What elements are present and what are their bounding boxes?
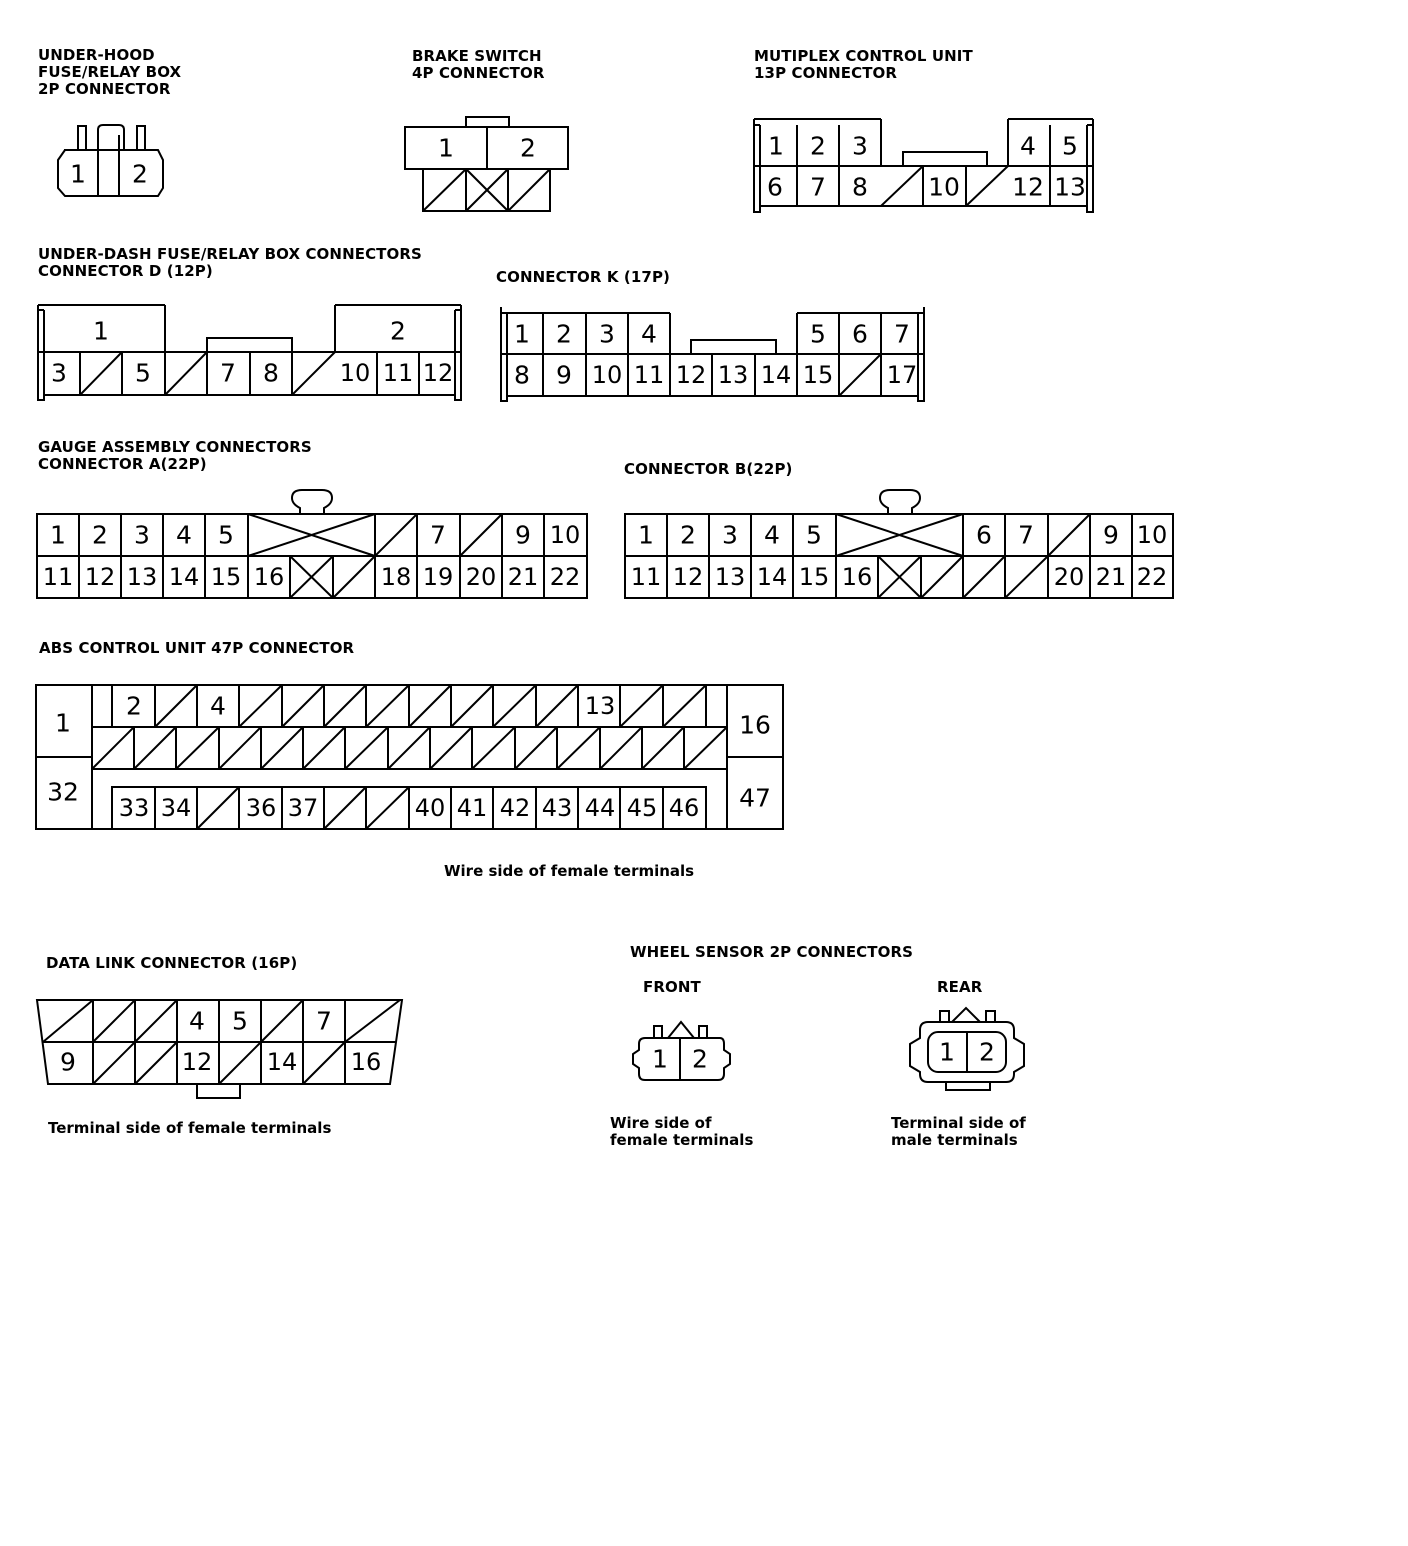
- conn-d-pin-1: 1: [93, 316, 109, 346]
- abs-pin-1: 1: [55, 708, 71, 738]
- mpcu-pin-12: 12: [1012, 172, 1044, 202]
- gauge-a-pin-14: 14: [168, 563, 200, 591]
- underdash-title: UNDER-DASH FUSE/RELAY BOX CONNECTORS CONNECTOR D (12P): [38, 245, 422, 280]
- mpcu-pin-3: 3: [852, 131, 868, 161]
- gauge-a-pin-1: 1: [50, 520, 66, 550]
- conn-k-pin-9: 9: [556, 360, 572, 390]
- multiplex-title: MUTIPLEX CONTROL UNIT 13P CONNECTOR: [754, 47, 973, 82]
- gauge-b-pin-6: 6: [976, 520, 992, 550]
- conn-d-pin-10: 10: [339, 359, 371, 387]
- wheel-front-caption: Wire side of female terminals: [610, 1114, 754, 1149]
- abs-pin-4: 4: [210, 691, 226, 721]
- underhood-pin-2: 2: [132, 159, 148, 189]
- gauge-a-pin-11: 11: [42, 563, 74, 591]
- dlc-pin-9: 9: [60, 1047, 76, 1077]
- gauge-b-pin-1: 1: [638, 520, 654, 550]
- conn-k-pin-14: 14: [760, 361, 792, 389]
- conn-d-pin-2: 2: [390, 316, 406, 346]
- conn-d-pin-8: 8: [263, 358, 279, 388]
- abs-pin-47: 47: [739, 783, 771, 813]
- brake-pin-2: 2: [520, 133, 536, 163]
- brake-switch-title: BRAKE SWITCH 4P CONNECTOR: [412, 47, 545, 82]
- gauge-a-pin-9: 9: [515, 520, 531, 550]
- conn-k-pin-2: 2: [556, 319, 572, 349]
- dlc-pin-7: 7: [316, 1006, 332, 1036]
- gauge-a-pin-12: 12: [84, 563, 116, 591]
- gauge-a-pin-7: 7: [430, 520, 446, 550]
- abs-pin-34: 34: [160, 794, 192, 822]
- gauge-b-pin-14: 14: [756, 563, 788, 591]
- gauge-a-pin-20: 20: [465, 563, 497, 591]
- abs-pin-45: 45: [626, 794, 658, 822]
- wheel-front-pin-2: 2: [692, 1044, 708, 1074]
- underhood-title: UNDER-HOOD FUSE/RELAY BOX 2P CONNECTOR: [38, 46, 182, 98]
- abs-pin-40: 40: [414, 794, 446, 822]
- gauge-b-pin-22: 22: [1136, 563, 1168, 591]
- gauge-a-pin-15: 15: [210, 563, 242, 591]
- wheel-rear-caption: Terminal side of male terminals: [891, 1114, 1026, 1149]
- mpcu-pin-4: 4: [1020, 131, 1036, 161]
- conn-k-pin-4: 4: [641, 319, 657, 349]
- abs-pin-41: 41: [456, 794, 488, 822]
- conn-d-pin-7: 7: [220, 358, 236, 388]
- conn-d-pin-12: 12: [422, 359, 454, 387]
- abs-pin-44: 44: [584, 794, 616, 822]
- gauge-b-pin-16: 16: [841, 563, 873, 591]
- mpcu-pin-2: 2: [810, 131, 826, 161]
- conn-k-pin-8: 8: [514, 360, 530, 390]
- gauge-b-pin-11: 11: [630, 563, 662, 591]
- wheel-rear-pin-1: 1: [939, 1037, 955, 1067]
- gauge-b-pin-15: 15: [798, 563, 830, 591]
- gauge-a-pin-10: 10: [549, 521, 581, 549]
- mpcu-pin-1: 1: [768, 131, 784, 161]
- dlc-pin-16: 16: [350, 1048, 382, 1076]
- wheel-rear-pin-2: 2: [979, 1037, 995, 1067]
- wheel-sensor-title: WHEEL SENSOR 2P CONNECTORS: [630, 943, 914, 961]
- conn-d-pin-11: 11: [382, 359, 414, 387]
- dlc-pin-14: 14: [266, 1048, 298, 1076]
- conn-k-pin-12: 12: [675, 361, 707, 389]
- gauge-a-pin-16: 16: [253, 563, 285, 591]
- gauge-a-pin-18: 18: [380, 563, 412, 591]
- mpcu-pin-6: 6: [767, 172, 783, 202]
- dlc-pin-4: 4: [189, 1006, 205, 1036]
- gauge-b-pin-7: 7: [1018, 520, 1034, 550]
- abs-pin-37: 37: [287, 794, 319, 822]
- conn-d-pin-3: 3: [51, 358, 67, 388]
- dlc-title: DATA LINK CONNECTOR (16P): [46, 954, 298, 972]
- conn-k-pin-15: 15: [802, 361, 834, 389]
- abs-title: ABS CONTROL UNIT 47P CONNECTOR: [39, 639, 355, 657]
- gauge-a-pin-13: 13: [126, 563, 158, 591]
- abs-pin-13: 13: [584, 692, 616, 720]
- connector-k-title: CONNECTOR K (17P): [496, 268, 671, 286]
- mpcu-pin-5: 5: [1062, 131, 1078, 161]
- conn-k-pin-1: 1: [514, 319, 530, 349]
- wheel-front-pin-1: 1: [652, 1044, 668, 1074]
- gauge-b-pin-13: 13: [714, 563, 746, 591]
- gauge-b-pin-21: 21: [1095, 563, 1127, 591]
- abs-pin-36: 36: [245, 794, 277, 822]
- gauge-a-pin-5: 5: [218, 520, 234, 550]
- brake-pin-1: 1: [438, 133, 454, 163]
- mpcu-pin-8: 8: [852, 172, 868, 202]
- gauge-a-pin-4: 4: [176, 520, 192, 550]
- mpcu-pin-7: 7: [810, 172, 826, 202]
- abs-pin-43: 43: [541, 794, 573, 822]
- gauge-a-pin-22: 22: [549, 563, 581, 591]
- conn-k-pin-7: 7: [894, 319, 910, 349]
- conn-k-pin-10: 10: [591, 361, 623, 389]
- gauge-title: GAUGE ASSEMBLY CONNECTORS CONNECTOR A(22P): [38, 438, 312, 473]
- gauge-b-pin-4: 4: [764, 520, 780, 550]
- gauge-a-pin-2: 2: [92, 520, 108, 550]
- mpcu-pin-10: 10: [928, 172, 960, 202]
- gauge-a-pin-19: 19: [422, 563, 454, 591]
- abs-pin-42: 42: [499, 794, 531, 822]
- abs-pin-32: 32: [47, 777, 79, 807]
- conn-k-pin-5: 5: [810, 319, 826, 349]
- conn-k-pin-3: 3: [599, 319, 615, 349]
- wheel-rear-title: REAR: [937, 978, 983, 996]
- connector-b-title: CONNECTOR B(22P): [624, 460, 793, 478]
- abs-pin-46: 46: [668, 794, 700, 822]
- gauge-a-pin-3: 3: [134, 520, 150, 550]
- conn-k-pin-6: 6: [852, 319, 868, 349]
- conn-k-pin-11: 11: [633, 361, 665, 389]
- gauge-b-pin-20: 20: [1053, 563, 1085, 591]
- conn-d-pin-5: 5: [135, 358, 151, 388]
- dlc-pin-5: 5: [232, 1006, 248, 1036]
- abs-caption: Wire side of female terminals: [444, 862, 695, 880]
- conn-k-pin-13: 13: [717, 361, 749, 389]
- gauge-b-pin-10: 10: [1136, 521, 1168, 549]
- underhood-pin-1: 1: [70, 159, 86, 189]
- dlc-pin-12: 12: [181, 1048, 213, 1076]
- gauge-b-pin-12: 12: [672, 563, 704, 591]
- mpcu-pin-13: 13: [1054, 172, 1086, 202]
- abs-pin-2: 2: [126, 691, 142, 721]
- abs-pin-16: 16: [739, 710, 771, 740]
- gauge-b-pin-5: 5: [806, 520, 822, 550]
- gauge-b-pin-3: 3: [722, 520, 738, 550]
- gauge-b-pin-2: 2: [680, 520, 696, 550]
- gauge-a-pin-21: 21: [507, 563, 539, 591]
- gauge-b-pin-9: 9: [1103, 520, 1119, 550]
- dlc-caption: Terminal side of female terminals: [48, 1119, 332, 1137]
- conn-k-pin-17: 17: [886, 361, 918, 389]
- abs-pin-33: 33: [118, 794, 150, 822]
- wheel-front-title: FRONT: [643, 978, 701, 996]
